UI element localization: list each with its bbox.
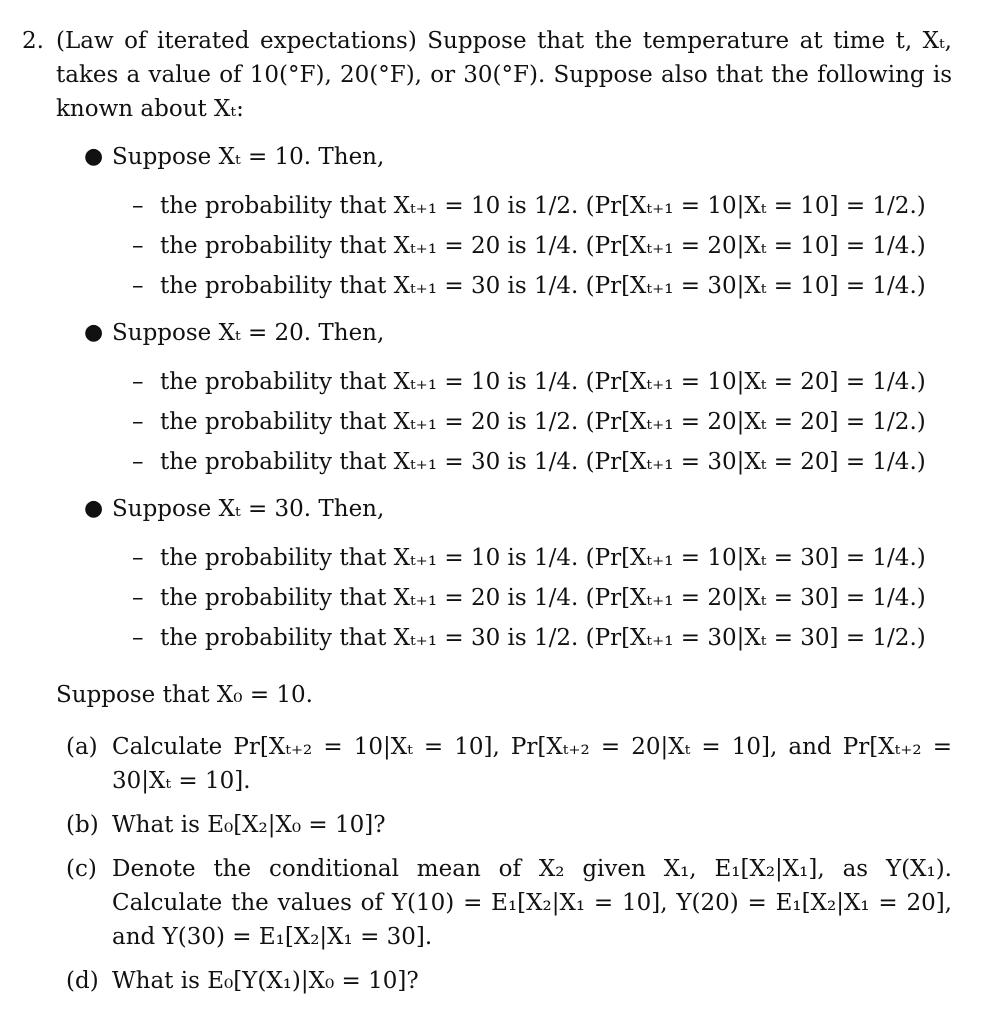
list-item-text: the probability that Xₜ₊₁ = 30 is 1/4. (Pr[Xₜ₊₁ = 30|Xₜ = 10] = 1/4.) xyxy=(160,273,926,299)
dash-icon: – xyxy=(132,233,144,259)
bullet-icon: ● xyxy=(84,496,104,521)
problem-intro xyxy=(22,24,952,126)
case-head: Suppose Xₜ = 30. Then, xyxy=(112,496,385,522)
list-item-text: the probability that Xₜ₊₁ = 10 is 1/4. (Pr[Xₜ₊₁ = 10|Xₜ = 30] = 1/4.) xyxy=(160,545,926,571)
dash-icon: – xyxy=(132,545,144,571)
case-x10 xyxy=(22,140,952,306)
list-item xyxy=(112,362,952,402)
question-text: What is E₀[Y(X₁)|X₀ = 10]? xyxy=(112,968,419,994)
dash-icon: – xyxy=(132,273,144,299)
list-item-text: the probability that Xₜ₊₁ = 10 is 1/2. (Pr[Xₜ₊₁ = 10|Xₜ = 10] = 1/2.) xyxy=(160,193,926,219)
problem-number: 2. xyxy=(22,28,44,54)
list-item xyxy=(112,538,952,578)
list-item xyxy=(112,186,952,226)
list-item xyxy=(112,266,952,306)
case-subitems xyxy=(112,538,952,658)
bullet-icon: ● xyxy=(84,320,104,345)
case-x20 xyxy=(22,316,952,482)
question-b xyxy=(22,808,952,842)
list-item-text: the probability that Xₜ₊₁ = 20 is 1/2. (Pr[Xₜ₊₁ = 20|Xₜ = 20] = 1/2.) xyxy=(160,409,926,435)
question-label: (b) xyxy=(66,812,99,838)
problem-2 xyxy=(22,24,952,1008)
question-text: Calculate Pr[Xₜ₊₂ = 10|Xₜ = 10], Pr[Xₜ₊₂ = 20|Xₜ = 10], and Pr[Xₜ₊₂ = 30|Xₜ = 10]. xyxy=(112,734,952,794)
bullet-icon: ● xyxy=(84,144,104,169)
problem-setup: Suppose that X₀ = 10. xyxy=(56,682,313,708)
question-list xyxy=(22,730,952,998)
case-list xyxy=(22,140,952,658)
list-item-text: the probability that Xₜ₊₁ = 20 is 1/4. (Pr[Xₜ₊₁ = 20|Xₜ = 10] = 1/4.) xyxy=(160,233,926,259)
problem-intro-text: (Law of iterated expectations) Suppose that the temperature at time t, Xₜ, takes a value of 10(°F), 20(°F), or 30(°F). Suppose also that the following is known about Xₜ: xyxy=(56,28,952,122)
question-label: (a) xyxy=(66,734,98,760)
list-item-text: the probability that Xₜ₊₁ = 30 is 1/2. (Pr[Xₜ₊₁ = 30|Xₜ = 30] = 1/2.) xyxy=(160,625,926,651)
dash-icon: – xyxy=(132,449,144,475)
dash-icon: – xyxy=(132,625,144,651)
list-item-text: the probability that Xₜ₊₁ = 20 is 1/4. (Pr[Xₜ₊₁ = 20|Xₜ = 30] = 1/4.) xyxy=(160,585,926,611)
dash-icon: – xyxy=(132,585,144,611)
question-c xyxy=(22,852,952,954)
list-item xyxy=(112,442,952,482)
dash-icon: – xyxy=(132,409,144,435)
case-subitems xyxy=(112,186,952,306)
case-subitems xyxy=(112,362,952,482)
list-item-text: the probability that Xₜ₊₁ = 30 is 1/4. (Pr[Xₜ₊₁ = 30|Xₜ = 20] = 1/4.) xyxy=(160,449,926,475)
case-head: Suppose Xₜ = 20. Then, xyxy=(112,320,385,346)
question-d xyxy=(22,964,952,998)
question-text: What is E₀[X₂|X₀ = 10]? xyxy=(112,812,386,838)
list-item xyxy=(112,578,952,618)
dash-icon: – xyxy=(132,369,144,395)
question-text: Denote the conditional mean of X₂ given X₁, E₁[X₂|X₁], as Y(X₁). Calculate the values of Y(10) = E₁[X₂|X₁ = 10], Y(20) = E₁[X₂|X₁ = 20], and Y(30) = E₁[X₂|X₁ = 30]. xyxy=(112,856,952,950)
question-label: (c) xyxy=(66,856,97,882)
question-a xyxy=(22,730,952,798)
list-item xyxy=(112,618,952,658)
list-item-text: the probability that Xₜ₊₁ = 10 is 1/4. (Pr[Xₜ₊₁ = 10|Xₜ = 20] = 1/4.) xyxy=(160,369,926,395)
question-label: (d) xyxy=(66,968,99,994)
list-item xyxy=(112,226,952,266)
case-x30 xyxy=(22,492,952,658)
list-item xyxy=(112,402,952,442)
dash-icon: – xyxy=(132,193,144,219)
case-head: Suppose Xₜ = 10. Then, xyxy=(112,144,385,170)
